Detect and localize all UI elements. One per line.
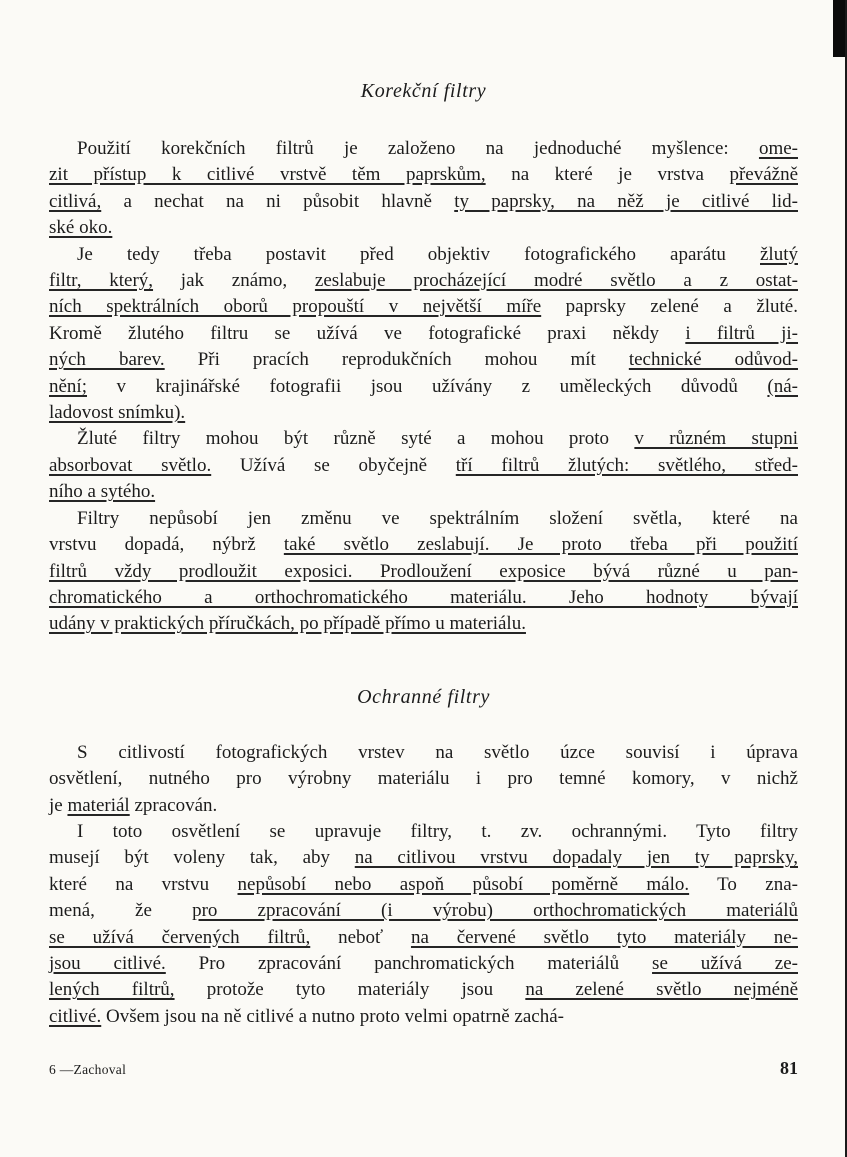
text-segment: na které je vrstva: [485, 164, 730, 186]
text-segment: Filtry nepůsobí jen změnu ve spektrálním složení světla, které na: [77, 507, 798, 529]
text-line: [49, 925, 798, 951]
paragraph: [49, 242, 798, 427]
text-line: [49, 898, 798, 924]
page-number: 81: [780, 1058, 798, 1078]
text-line: [49, 321, 798, 347]
paragraph: [49, 426, 798, 505]
text-line: [49, 400, 798, 426]
text-line: [49, 872, 798, 898]
section-heading-ochranne-filtry: Ochranné filtry: [357, 685, 490, 708]
text-segment: které na vrstvu: [49, 873, 238, 895]
underlined-text-segment: udány v praktických příručkách, po případě přímo u materiálu.: [49, 613, 526, 635]
underlined-text-segment: ního a sytého.: [49, 481, 156, 503]
text-segment: jak známo,: [153, 270, 315, 292]
underlined-text-segment: žlutý: [760, 243, 798, 265]
underlined-text-segment: (ná-: [767, 375, 798, 397]
text-line: [49, 347, 798, 373]
text-segment: osvětlení, nutného pro výrobny materiálu i pro temné komory, v nichž: [49, 768, 798, 790]
underlined-text-segment: materiál: [67, 794, 130, 816]
text-line: [49, 977, 798, 1003]
paragraph: [49, 740, 798, 819]
text-line: [49, 819, 798, 845]
underlined-text-segment: pro zpracování (i výrobu) orthochromatických materiálů: [192, 900, 799, 922]
section-ochranne-filtry: [49, 740, 798, 1030]
text-segment: Při pracích reprodukčních mohou mít: [164, 349, 629, 371]
text-segment: vrstvu dopadá, nýbrž: [49, 534, 284, 556]
text-line: [49, 532, 798, 558]
text-segment: protože tyto materiály jsou: [174, 979, 526, 1001]
signature-mark: 6 —Zachoval: [49, 1062, 127, 1077]
text-segment: musejí být voleny tak, aby: [49, 847, 355, 869]
underlined-text-segment: ome-: [758, 138, 798, 159]
underlined-text-segment: ných barev.: [49, 349, 165, 371]
underlined-text-segment: převážně: [729, 164, 798, 186]
underlined-text-segment: se užívá ze-: [652, 952, 798, 974]
underlined-text-segment: ty paprsky, na něž je citlivé lid-: [454, 190, 798, 212]
underlined-text-segment: technické odůvod-: [628, 349, 798, 371]
text-line: [49, 268, 798, 294]
underlined-text-segment: zeslabuje procházející modré světlo a z ostat-: [314, 270, 798, 292]
text-segment: Pro zpracování panchromatických materiálů: [165, 952, 653, 974]
text-segment: je: [49, 794, 68, 816]
underlined-text-segment: se užívá červených filtrů,: [49, 926, 311, 948]
text-line: [49, 506, 798, 532]
underlined-text-segment: citlivá,: [49, 190, 102, 212]
underlined-text-segment: i filtrů ji-: [685, 322, 799, 344]
text-line: [49, 374, 798, 400]
paragraph: [49, 136, 798, 242]
text-line: [49, 585, 798, 611]
text-line: [49, 426, 798, 452]
text-line: [49, 845, 798, 871]
section-korekcni-filtry: [49, 136, 798, 638]
underlined-text-segment: v různém stupni: [634, 428, 798, 450]
text-line: [49, 215, 798, 241]
section-heading-korekcni-filtry: Korekční filtry: [360, 80, 487, 102]
text-segment: Užívá se obyčejně: [211, 454, 456, 476]
underlined-text-segment: filtr, který,: [49, 270, 154, 292]
text-line: [49, 294, 798, 320]
text-segment: v krajinářské fotografii jsou užívány z uměleckých důvodů: [87, 375, 768, 397]
text-line: [49, 1004, 798, 1030]
text-segment: Ovšem jsou na ně citlivé a nutno proto velmi opatrně zachá-: [101, 1005, 564, 1027]
text-segment: neboť: [310, 926, 411, 948]
underlined-text-segment: zit přístup k citlivé vrstvě těm paprskům,: [49, 164, 486, 186]
text-line: [49, 951, 798, 977]
underlined-text-segment: ské oko.: [49, 217, 113, 239]
underlined-text-segment: ních spektrálních oborů propouští v největší míře: [49, 296, 542, 318]
text-segment: mená, že: [49, 900, 193, 922]
text-line: [49, 479, 798, 505]
text-line: [49, 793, 798, 819]
underlined-text-segment: nění;: [49, 375, 87, 397]
text-segment: zpracován.: [129, 794, 218, 816]
underlined-text-segment: citlivé.: [49, 1005, 102, 1027]
text-segment: To zna-: [689, 873, 798, 895]
page-content: [49, 78, 798, 1030]
underlined-text-segment: na citlivou vrstvu dopadaly jen ty paprsky,: [354, 847, 798, 869]
paragraph: [49, 819, 798, 1030]
text-line: [49, 559, 798, 585]
text-line: [49, 136, 798, 162]
underlined-text-segment: absorbovat světlo.: [49, 454, 212, 476]
underlined-text-segment: tří filtrů žlutých: světlého, střed-: [455, 454, 798, 476]
page-footer: [49, 1058, 798, 1079]
text-segment: Použití korekčních filtrů je založeno na jednoduché myšlence:: [77, 138, 759, 159]
underlined-text-segment: nepůsobí nebo aspoň působí poměrně málo.: [237, 873, 690, 895]
text-line: [49, 453, 798, 479]
text-line: [49, 611, 798, 637]
text-segment: paprsky zelené a žluté.: [541, 296, 798, 318]
text-segment: Kromě žlutého filtru se užívá ve fotografické praxi někdy: [49, 322, 686, 344]
text-segment: S citlivostí fotografických vrstev na světlo úzce souvisí i úprava: [77, 741, 798, 763]
text-line: [49, 766, 798, 792]
text-segment: I toto osvětlení se upravuje filtry, t. zv. ochrannými. Tyto filtry: [77, 820, 798, 842]
underlined-text-segment: chromatického a orthochromatického materiálu. Jeho hodnoty bývají: [49, 586, 798, 608]
underlined-text-segment: také světlo zeslabují. Je proto třeba při použití: [283, 534, 798, 556]
underlined-text-segment: ladovost snímku).: [49, 402, 186, 424]
underlined-text-segment: na zelené světlo nejméně: [525, 979, 799, 1001]
text-segment: Je tedy třeba postavit před objektiv fotografického aparátu: [77, 243, 760, 265]
text-line: [49, 162, 798, 188]
underlined-text-segment: na červené světlo tyto materiály ne-: [410, 926, 798, 948]
paragraph: [49, 506, 798, 638]
text-line: [49, 242, 798, 268]
text-line: [49, 189, 798, 215]
underlined-text-segment: filtrů vždy prodloužit exposici. Prodloužení exposice bývá různé u pan-: [49, 560, 798, 582]
text-segment: a nechat na ni působit hlavně: [101, 190, 455, 212]
text-segment: Žluté filtry mohou být různě syté a mohou proto: [77, 428, 635, 450]
underlined-text-segment: jsou citlivé.: [49, 952, 166, 974]
text-line: [49, 740, 798, 766]
underlined-text-segment: lených filtrů,: [49, 979, 175, 1001]
